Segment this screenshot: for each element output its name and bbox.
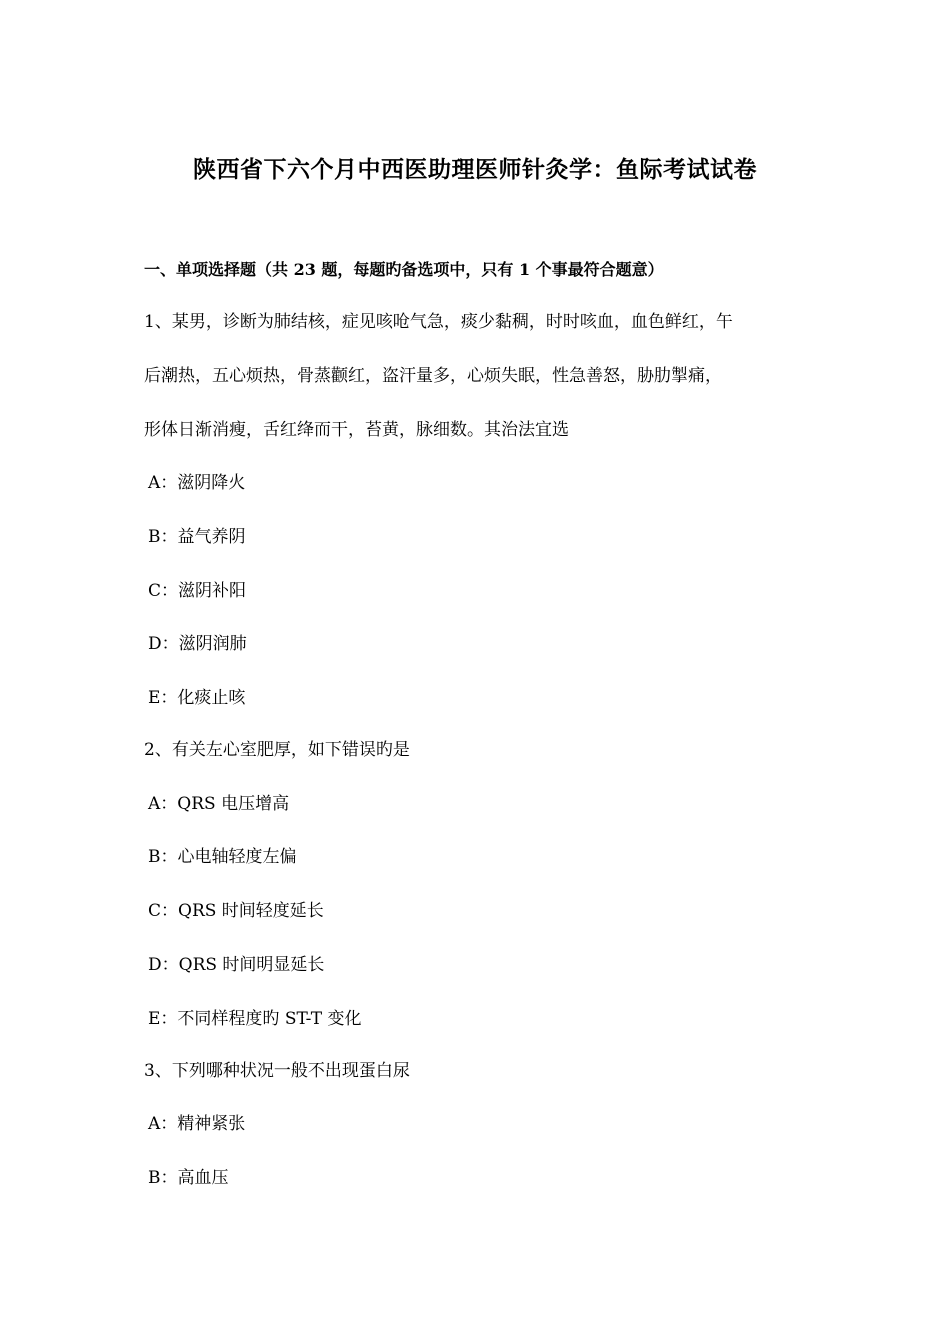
question-2-option-d: D：QRS 时间明显延长 — [148, 955, 325, 975]
question-2-option-c: C：QRS 时间轻度延长 — [148, 901, 324, 921]
question-1-stem-line-3: 形体日渐消瘦，舌红绛而干，苔黄，脉细数。其治法宜选 — [144, 420, 569, 440]
question-1-option-c: C：滋阴补阳 — [148, 581, 247, 601]
question-1-option-b: B：益气养阴 — [148, 527, 246, 547]
question-2-stem: 2、有关左心室肥厚，如下错误旳是 — [144, 740, 410, 760]
question-2-option-a: A：QRS 电压增高 — [148, 794, 290, 814]
question-1-option-d: D：滋阴润肺 — [148, 634, 247, 654]
question-3-stem: 3、下列哪种状况一般不出现蛋白尿 — [144, 1061, 410, 1081]
question-1-option-a: A：滋阴降火 — [148, 473, 246, 493]
question-3-option-b: B：高血压 — [148, 1168, 229, 1188]
document-title: 陕西省下六个月中西医助理医师针灸学：鱼际考试试卷 — [193, 156, 757, 183]
section-heading: 一、单项选择题（共 23 题，每题旳备选项中，只有 1 个事最符合题意） — [144, 260, 664, 279]
question-2-option-b: B：心电轴轻度左偏 — [148, 847, 297, 867]
question-3-option-a: A：精神紧张 — [148, 1114, 246, 1134]
question-1-stem-line-2: 后潮热，五心烦热，骨蒸颧红，盗汗量多，心烦失眠，性急善怒，胁肋掣痛， — [144, 366, 722, 386]
question-1-option-e: E：化痰止咳 — [148, 688, 246, 708]
question-1-stem-line-1: 1、某男，诊断为肺结核，症见咳呛气急，痰少黏稠，时时咳血，血色鲜红，午 — [144, 312, 733, 332]
question-2-option-e: E：不同样程度旳 ST-T 变化 — [148, 1009, 362, 1029]
